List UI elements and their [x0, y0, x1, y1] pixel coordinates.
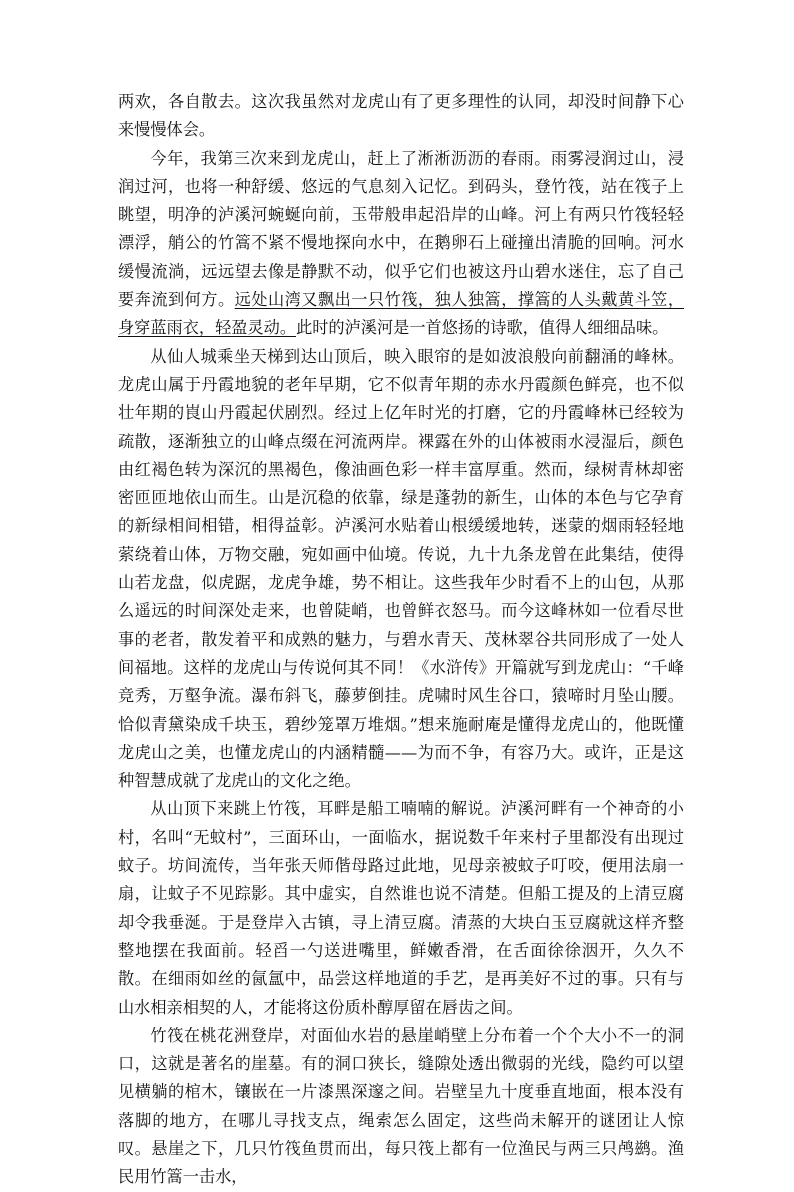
body-paragraph: [118, 145, 684, 343]
body-paragraph: [118, 1022, 684, 1192]
body-paragraph: [118, 343, 684, 796]
paragraph-text: 今年，我第三次来到龙虎山，赶上了淅淅沥沥的春雨。雨雾浸润过山，浸润过河，也将一种舒缓、悠远的气息刻入记忆。到码头，登竹筏，站在筏子上眺望，明净的泸溪河蜿蜒向前，玉带般串起沿岸的山峰。河上有两只竹筏轻轻漂浮，艄公的竹篙不紧不慢地探向水中，在鹅卵石上碰撞出清脆的回响。河水缓慢流淌，远远望去像是静默不动，似乎它们也被这丹山碧水迷住，忘了自己要奔流到何方。: [118, 148, 684, 310]
paragraph-text: 从仙人城乘坐天梯到达山顶后，映入眼帘的是如波浪般向前翻涌的峰林。龙虎山属于丹霞地貌的老年早期，它不似青年期的赤水丹霞颜色鲜亮，也不似壮年期的崀山丹霞起伏剧烈。经过上亿年时光的打磨，它的丹霞峰林已经较为疏散，逐渐独立的山峰点缀在河流两岸。裸露在外的山体被雨水浸湿后，颜色由红褐色转为深沉的黑褐色，像油画色彩一样丰富厚重。然而，绿树青林却密密匝匝地依山而生。山是沉稳的依靠，绿是蓬勃的新生，山体的本色与它孕育的新绿相间相错，相得益彰。泸溪河水贴着山根缓缓地转，迷蒙的烟雨轻轻地萦绕着山体，万物交融，宛如画中仙境。传说，九十九条龙曾在此集结，使得山若龙盘，似虎踞，龙虎争雄，势不相让。这些我年少时看不上的山包，从那么遥远的时间深处走来，也曾陡峭，也曾鲜衣怒马。而今这峰林如一位看尽世事的老者，散发着平和成熟的魅力，与碧水青天、茂林翠谷共同形成了一处人间福地。这样的龙虎山与传说何其不同！《水浒传》开篇就写到龙虎山：“千峰竞秀，万壑争流。瀑布斜飞，藤萝倒挂。虎啸时风生谷口，猿啼时月坠山腰。恰似青黛染成千块玉，碧纱笼罩万堆烟。”想来施耐庵是懂得龙虎山的，他既懂龙虎山之美，也懂龙虎山的内涵精髓——为而不争，有容乃大。或许，正是这种智慧成就了龙虎山的文化之绝。: [118, 346, 684, 791]
paragraph-text: 此时的泸溪河是一首悠扬的诗歌，值得人细细品味。: [296, 318, 669, 338]
underlined-sentence: 远处山湾又飘出一只竹筏，独人独篙，撑篙的人头戴黄斗笠，身穿蓝雨衣，轻盈灵动。: [118, 290, 685, 338]
body-paragraph: [118, 795, 684, 1021]
paragraph-text: 从山顶下来跳上竹筏，耳畔是船工喃喃的解说。泸溪河畔有一个神奇的小村，名叫“无蚊村”，三面环山，一面临水，据说数千年来村子里都没有出现过蚊子。坊间流传，当年张天师偕母路过此地，见母亲被蚊子叮咬，便用法扇一扇，让蚊子不见踪影。其中虚实，自然谁也说不清楚。但船工提及的上清豆腐却令我垂涎。于是登岸入古镇，寻上清豆腐。清蒸的大块白玉豆腐就这样齐整整地摆在我面前。轻舀一勺送进嘴里，鲜嫩香滑，在舌面徐徐洇开，久久不散。在细雨如丝的氤氲中，品尝这样地道的手艺，是再美好不过的事。只有与山水相亲相契的人，才能将这份质朴醇厚留在唇齿之间。: [118, 799, 684, 1017]
body-paragraph: [118, 88, 684, 145]
paragraph-text: 两欢，各自散去。这次我虽然对龙虎山有了更多理性的认同，却没时间静下心来慢慢体会。: [118, 92, 684, 140]
paragraph-text: 竹筏在桃花洲登岸，对面仙水岩的悬崖峭壁上分布着一个个大小不一的洞口，这就是著名的崖墓。有的洞口狭长，缝隙处透出微弱的光线，隐约可以望见横躺的棺木，镶嵌在一片漆黑深邃之间。岩壁呈九十度垂直地面，根本没有落脚的地方，在哪儿寻找支点，绳索怎么固定，这些尚未解开的谜团让人惊叹。悬崖之下，几只竹筏鱼贯而出，每只筏上都有一位渔民与两三只鸬鹚。渔民用竹篙一击水，: [118, 1025, 684, 1187]
document-page: [118, 88, 684, 1192]
